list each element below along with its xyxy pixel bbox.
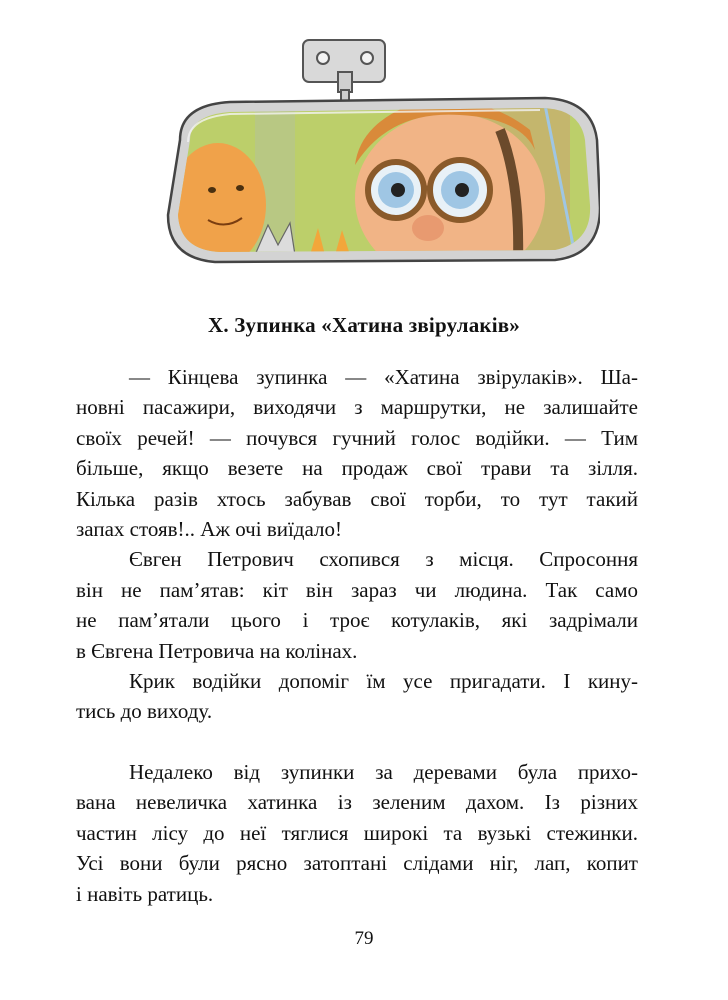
text-line: він не пам’ятав: кіт він зараз чи людина. Так само	[76, 577, 638, 602]
text-line: Крик водійки допоміг їм усе пригадати. І кину-	[129, 668, 638, 693]
text-line: запах стояв!.. Аж очі виїдало!	[76, 516, 342, 541]
text-line: не пам’ятали цього і троє котулаків, які задрімали	[76, 608, 638, 633]
chapter-body-text	[76, 362, 638, 909]
text-line: новні пасажири, виходячи з маршрутки, не залишайте	[76, 395, 638, 420]
text-line: в Євгена Петровича на колінах.	[76, 638, 358, 663]
page-number: 79	[354, 928, 374, 949]
chapter-title: Х. Зупинка «Хатина звірулаків»	[207, 313, 521, 337]
mirror-reflection	[160, 100, 600, 275]
text-line: — Кінцева зупинка — «Хатина звірулаків». Ша-	[129, 365, 638, 389]
text-line: Усі вони були рясно затоптані слідами ніг, лап, копит	[76, 851, 638, 876]
text-line: Кілька разів хтось забував свої торби, то тут такий	[76, 486, 638, 511]
text-line: Євген Петрович схопився з місця. Спросоння	[129, 547, 638, 572]
text-line: вана невеличка хатинка із зеленим дахом. Із різних	[76, 790, 638, 815]
text-line: частин лісу до неї тяглися широкі та вузькі стежинки.	[76, 820, 638, 845]
rearview-mirror-illustration	[160, 30, 600, 275]
text-line: більше, якщо везете на продаж свої трави та зілля.	[76, 456, 638, 481]
text-line: і навіть ратиць.	[76, 881, 214, 906]
paragraph-gap	[76, 727, 638, 757]
text-line: своїх речей! — почувся гучний голос водійки. — Тим	[76, 425, 638, 450]
text-line: тись до виходу.	[76, 699, 213, 724]
text-line: Недалеко від зупинки за деревами була прихо-	[129, 760, 638, 785]
